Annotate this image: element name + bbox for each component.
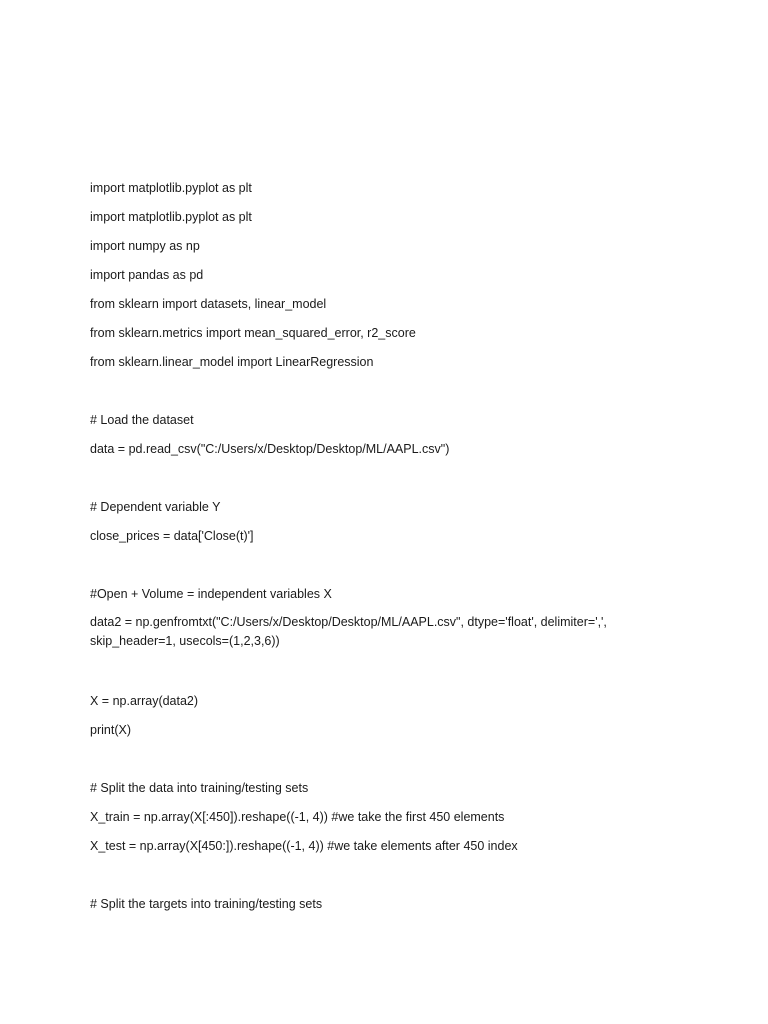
code-comment: # Split the targets into training/testing sets	[90, 897, 323, 911]
code-line: X = np.array(data2)	[90, 694, 199, 708]
code-comment: #Open + Volume = independent variables X	[90, 587, 332, 601]
code-line: import numpy as np	[90, 239, 200, 253]
code-line: data = pd.read_csv("C:/Users/x/Desktop/Desktop/ML/AAPL.csv")	[90, 442, 450, 456]
blank-line	[90, 557, 650, 573]
code-line: from sklearn.linear_model import LinearRegression	[90, 355, 374, 369]
code-line: print(X)	[90, 723, 131, 737]
code-comment: # Load the dataset	[90, 413, 194, 427]
code-line: close_prices = data['Close(t)']	[90, 529, 254, 543]
blank-line	[90, 751, 650, 767]
code-line: import matplotlib.pyplot as plt	[90, 210, 252, 224]
blank-line	[90, 383, 650, 399]
blank-line	[90, 664, 650, 680]
blank-line	[90, 470, 650, 486]
code-text-body	[90, 180, 650, 925]
code-line: import pandas as pd	[90, 268, 204, 282]
code-comment: # Dependent variable Y	[90, 500, 221, 514]
code-line: import matplotlib.pyplot as plt	[90, 181, 252, 195]
blank-line	[90, 867, 650, 883]
code-line: from sklearn.metrics import mean_squared_error, r2_score	[90, 326, 416, 340]
code-line: from sklearn import datasets, linear_model	[90, 297, 327, 311]
code-line-wrapped: data2 = np.genfromtxt("C:/Users/x/Desktop/Desktop/ML/AAPL.csv", dtype='float', delimiter=',', skip_header=1, usecols=(1,2,3,6))	[90, 615, 607, 648]
code-line: X_train = np.array(X[:450]).reshape((-1, 4)) #we take the first 450 elements	[90, 810, 505, 824]
code-comment: # Split the data into training/testing sets	[90, 781, 309, 795]
code-line: X_test = np.array(X[450:]).reshape((-1, 4)) #we take elements after 450 index	[90, 839, 518, 853]
